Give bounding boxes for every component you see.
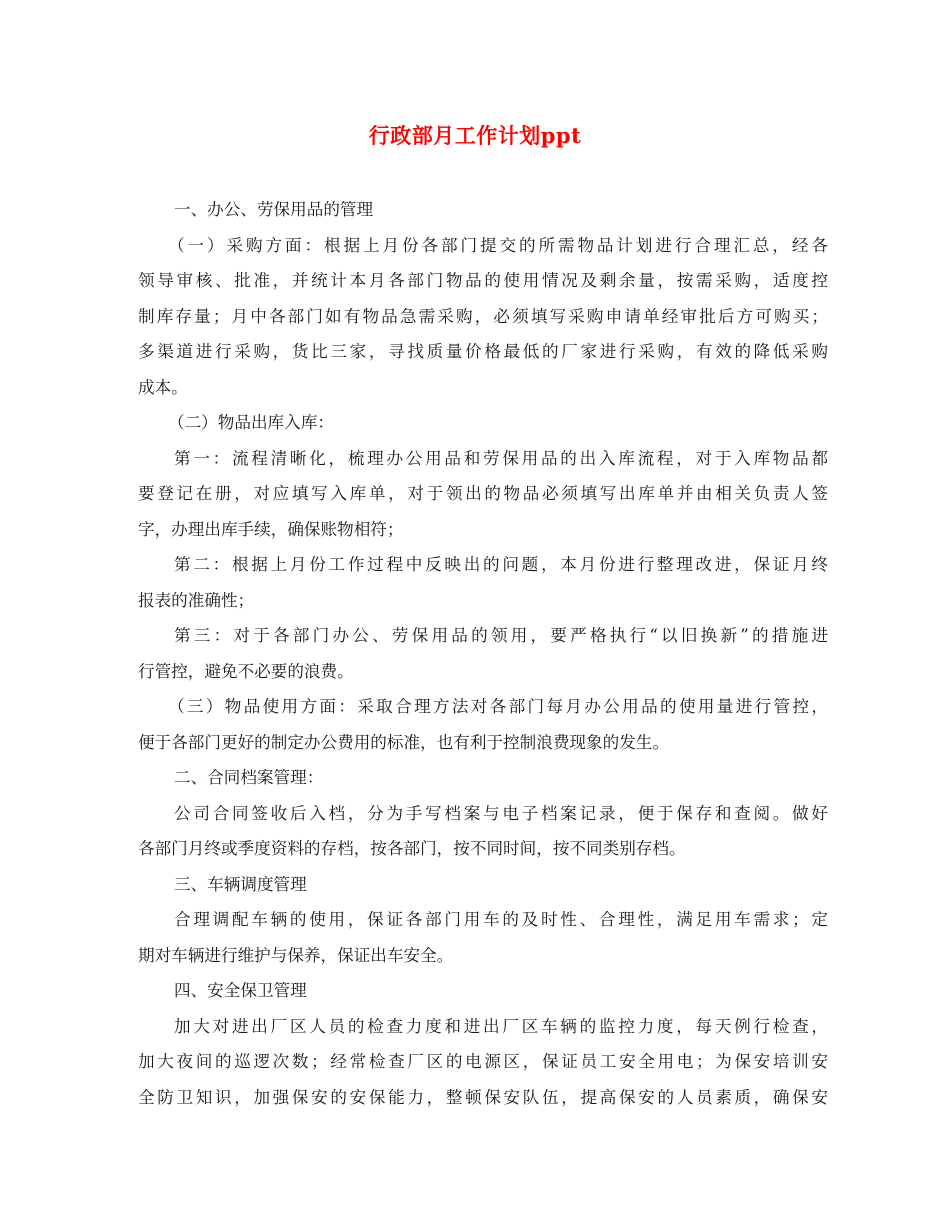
paragraph-line: 成本。 bbox=[138, 377, 188, 397]
section-heading-1: 一、办公、劳保用品的管理 bbox=[174, 200, 374, 219]
subsection-heading: （二）物品出库入库： bbox=[168, 413, 334, 432]
paragraph-line: 字，办理出库手续，确保账物相符； bbox=[138, 519, 404, 539]
paragraph-line: 领导审核、批准，并统计本月各部门物品的使用情况及剩余量，按需采购，适度控 bbox=[138, 271, 828, 290]
paragraph-line: 加大对进出厂区人员的检查力度和进出厂区车辆的监控力度，每天例行检查， bbox=[174, 1016, 828, 1036]
paragraph-line: 要登记在册，对应填写入库单，对于领出的物品必须填写出库单并由相关负责人签 bbox=[138, 484, 828, 503]
paragraph-line: 第二：根据上月份工作过程中反映出的问题，本月份进行整理改进，保证月终 bbox=[174, 555, 828, 574]
paragraph-line: 公司合同签收后入档，分为手写档案与电子档案记录，便于保存和查阅。做好 bbox=[174, 803, 828, 823]
paragraph-line: 制库存量；月中各部门如有物品急需采购，必须填写采购申请单经审批后方可购买； bbox=[138, 306, 828, 326]
paragraph-line: （三）物品使用方面：采取合理方法对各部门每月办公用品的使用量进行管控， bbox=[168, 697, 828, 716]
document-body bbox=[138, 192, 828, 1115]
section-heading-2: 二、合同档案管理： bbox=[174, 768, 324, 787]
paragraph-line: 便于各部门更好的制定办公费用的标准，也有利于控制浪费现象的发生。 bbox=[138, 732, 669, 752]
paragraph-line: 第一：流程清晰化，梳理办公用品和劳保用品的出入库流程，对于入库物品都 bbox=[174, 448, 828, 468]
paragraph-line: 多渠道进行采购，货比三家，寻找质量价格最低的厂家进行采购，有效的降低采购 bbox=[138, 342, 828, 361]
paragraph-line: 加大夜间的巡逻次数；经常检查厂区的电源区，保证员工安全用电；为保安培训安 bbox=[138, 1052, 828, 1071]
paragraph-line: （一）采购方面：根据上月份各部门提交的所需物品计划进行合理汇总，经各 bbox=[168, 235, 828, 255]
paragraph-line: 全防卫知识，加强保安的安保能力，整顿保安队伍，提高保安的人员素质，确保安 bbox=[138, 1087, 828, 1107]
paragraph-line: 合理调配车辆的使用，保证各部门用车的及时性、合理性，满足用车需求；定 bbox=[174, 910, 828, 929]
document-title: 行政部月工作计划ppt bbox=[368, 123, 582, 148]
paragraph-line: 第三：对于各部门办公、劳保用品的领用，要严格执行“以旧换新”的措施进 bbox=[174, 626, 828, 645]
section-heading-3: 三、车辆调度管理 bbox=[174, 874, 307, 894]
paragraph-line: 报表的准确性； bbox=[138, 590, 255, 610]
paragraph-line: 行管控，避免不必要的浪费。 bbox=[138, 661, 354, 681]
paragraph-line: 期对车辆进行维护与保养，保证出车安全。 bbox=[138, 945, 454, 965]
paragraph-line: 各部门月终或季度资料的存档，按各部门，按不同时间，按不同类别存档。 bbox=[138, 839, 686, 858]
section-heading-4: 四、安全保卫管理 bbox=[174, 981, 307, 1000]
